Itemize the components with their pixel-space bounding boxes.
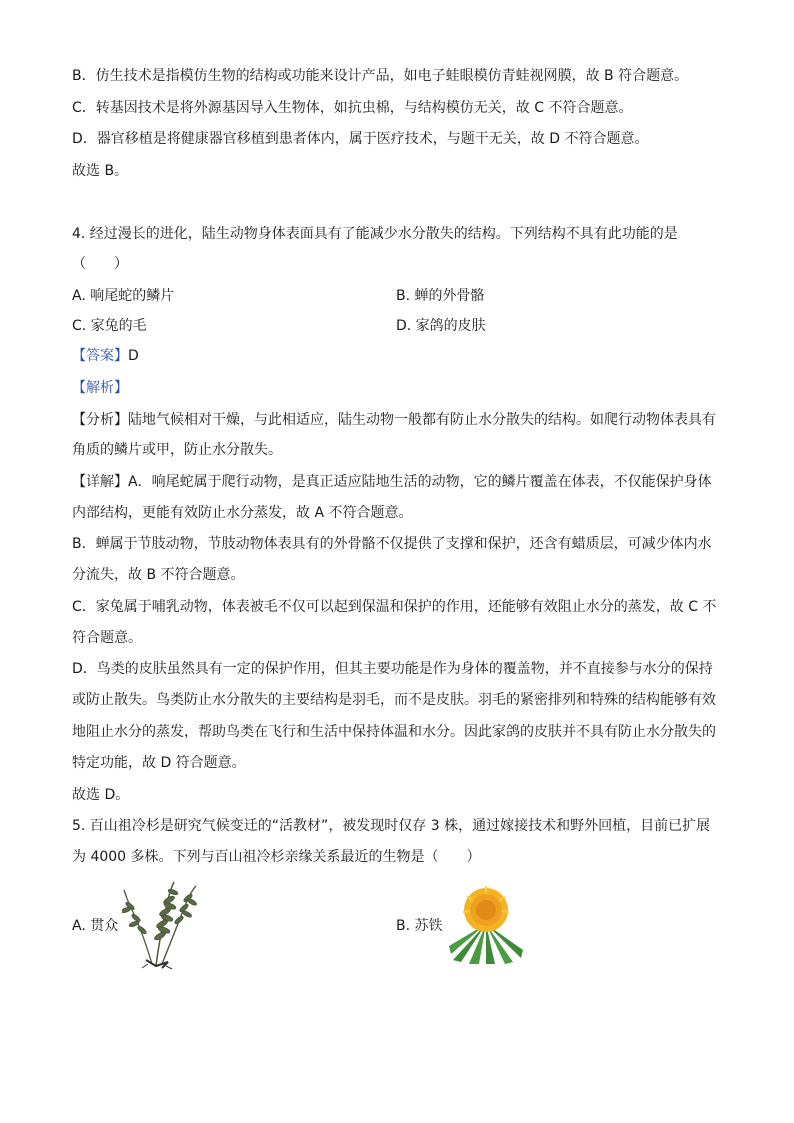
q4-xiangjie-c-line2: 符合题意。 [72, 630, 142, 646]
fenxi-tag: 【分析】 [72, 412, 128, 428]
q4-xiangjie-d-line4: 特定功能，故 D 符合题意。 [72, 755, 246, 771]
xiangjie-tag: 【详解】 [72, 474, 128, 490]
prev-option-c-explanation: C．转基因技术是将外源基因导入生物体，如抗虫棉，与结构模仿无关，故 C 不符合题意。 [72, 100, 633, 116]
q4-xiangjie-a-line2: 内部结构，更能有效防止水分蒸发，故 A 不符合题意。 [72, 505, 413, 521]
fenxi-text-1: 陆地气候相对干燥，与此相适应，陆生动物一般都有防止水分散失的结构。如爬行动物体表具有 [128, 412, 716, 428]
q4-xiangjie-b-line1: B．蝉属于节肢动物，节肢动物体表具有的外骨骼不仅提供了支撑和保护，还含有蜡质层，可减少体内水 [72, 536, 712, 552]
prev-answer: 故选 B。 [72, 163, 129, 179]
q4-option-b: B. 蝉的外骨骼 [396, 288, 485, 304]
q4-analysis-heading [72, 378, 128, 398]
fern-image [122, 878, 200, 970]
q4-option-a: A. 响尾蛇的鳞片 [72, 288, 175, 304]
xiangjie-a-text-1: A．响尾蛇属于爬行动物，是真正适应陆地生活的动物，它的鳞片覆盖在体表，不仅能保护身体 [128, 474, 712, 490]
prev-option-b-explanation: B．仿生技术是指模仿生物的结构或功能来设计产品，如电子蛙眼模仿青蛙视网膜，故 B 符合题意。 [72, 68, 689, 84]
analysis-tag: 【解析】 [72, 380, 128, 396]
q4-final-answer: 故选 D。 [72, 787, 130, 803]
q4-xiangjie-d-line1: D．鸟类的皮肤虽然具有一定的保护作用，但其主要功能是作为身体的覆盖物，并不直接参与水分的保持 [72, 661, 713, 677]
q4-fenxi-line2: 角质的鳞片或甲，防止水分散失。 [72, 442, 282, 458]
q4-option-d: D. 家鸽的皮肤 [396, 318, 486, 334]
prev-option-d-explanation: D．器官移植是将健康器官移植到患者体内，属于医疗技术，与题干无关，故 D 不符合题意。 [72, 131, 649, 147]
q4-stem-line2: （ ） [72, 256, 128, 272]
answer-tag: 【答案】 [72, 348, 128, 364]
cycad-image [447, 880, 525, 964]
cycad-icon [447, 880, 525, 964]
fern-icon [122, 878, 200, 970]
q4-xiangjie-c-line1: C．家兔属于哺乳动物，体表被毛不仅可以起到保温和保护的作用，还能够有效阻止水分的蒸发，故 C 不 [72, 599, 717, 615]
q4-xiangjie-d-line2: 或防止散失。鸟类防止水分散失的主要结构是羽毛，而不是皮肤。羽毛的紧密排列和特殊的结构能够有效 [72, 692, 716, 708]
q5-stem-line1: 5. 百山祖冷杉是研究气候变迁的“活教材”，被发现时仅存 3 株，通过嫁接技术和野外回植，目前已扩展 [72, 818, 711, 834]
q4-xiangjie-a-line1 [72, 472, 712, 492]
answer-value: D [128, 348, 139, 364]
q5-option-b: B. 苏铁 [396, 918, 443, 934]
q4-xiangjie-b-line2: 分流失，故 B 不符合题意。 [72, 567, 245, 583]
q4-answer [72, 346, 139, 366]
q4-xiangjie-d-line3: 地阻止水分的蒸发，帮助鸟类在飞行和生活中保持体温和水分。因此家鸽的皮肤并不具有防止水分散失的 [72, 724, 716, 740]
q5-option-a: A. 贯众 [72, 918, 119, 934]
q5-stem-line2: 为 4000 多株。下列与百山祖冷杉亲缘关系最近的生物是（ ） [72, 849, 481, 865]
q4-fenxi-line1 [72, 410, 716, 430]
q4-stem-line1: 4. 经过漫长的进化，陆生动物身体表面具有了能减少水分散失的结构。下列结构不具有此功能的是 [72, 226, 678, 242]
q4-option-c: C. 家兔的毛 [72, 318, 147, 334]
